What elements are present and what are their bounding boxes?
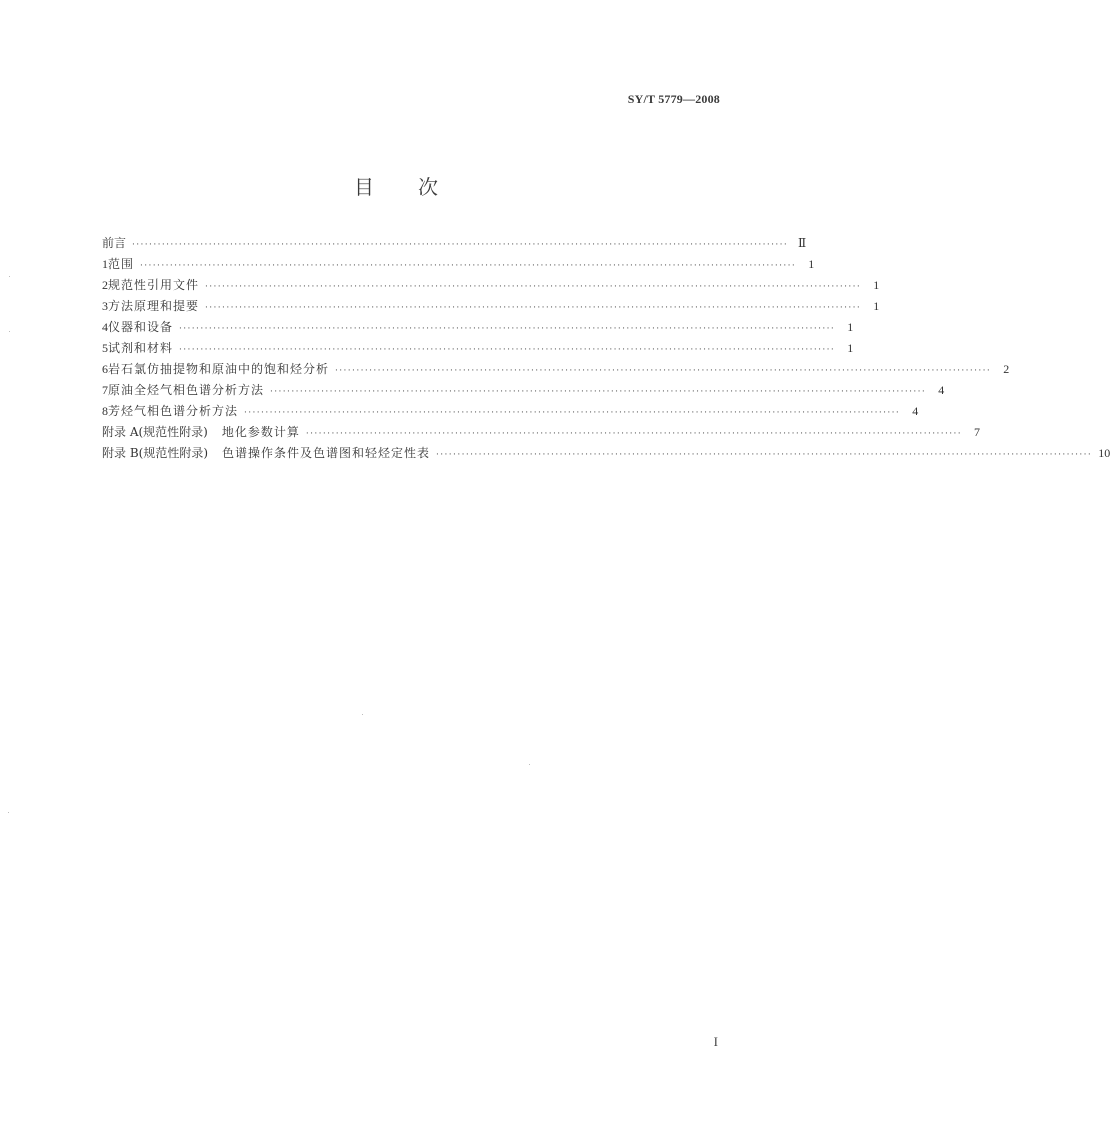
toc-entry-label: 岩石氯仿抽提物和原油中的饱和烃分析 — [108, 362, 330, 376]
toc-entry-appendix-b[interactable] — [102, 443, 1110, 464]
toc-entry-page: 1 — [847, 341, 854, 355]
toc-entry-label: 范围 — [108, 257, 135, 271]
toc-entry-4[interactable] — [102, 317, 854, 338]
toc-entry-page: 1 — [873, 299, 880, 313]
scan-speck — [9, 276, 10, 277]
toc-entry-label: 规范性引用文件 — [108, 278, 200, 292]
toc-entry-page: Ⅱ — [798, 236, 807, 250]
toc-entry-number: 6 — [102, 362, 108, 376]
toc-entry-7[interactable] — [102, 380, 945, 401]
toc-entry-label: 仪器和设备 — [108, 320, 174, 334]
toc-entry-label: 前言 — [102, 236, 127, 250]
toc-leader-dots: ·························································································································································· — [244, 408, 901, 418]
toc-entry-number: 1 — [102, 257, 108, 271]
toc-entry-2[interactable] — [102, 275, 880, 296]
toc-leader-dots: ·························································································································································· — [179, 345, 836, 355]
toc-leader-dots: ·························································································································································· — [270, 387, 927, 397]
toc-leader-dots: ·························································································································································· — [140, 261, 797, 271]
toc-entry-number: 7 — [102, 383, 108, 397]
toc-entry-5[interactable] — [102, 338, 854, 359]
toc-entry-page: 1 — [808, 257, 815, 271]
toc-entry-number: 3 — [102, 299, 108, 313]
table-of-contents — [102, 233, 1110, 464]
toc-entry-8[interactable] — [102, 401, 919, 422]
toc-entry-number: 8 — [102, 404, 108, 418]
toc-entry-number: 5 — [102, 341, 108, 355]
scan-speck — [9, 331, 10, 332]
toc-entry-page: 7 — [974, 425, 981, 439]
toc-entry-label: 芳烃气相色谱分析方法 — [108, 404, 239, 418]
toc-entry-label: 方法原理和提要 — [108, 299, 200, 313]
toc-entry-6[interactable] — [102, 359, 1010, 380]
toc-entry-subtitle: 色谱操作条件及色谱图和轻烃定性表 — [222, 446, 431, 460]
toc-entry-label: 附录 B(规范性附录) — [102, 446, 208, 460]
toc-entry-page: 10 — [1098, 446, 1110, 460]
toc-entry-label: 原油全烃气相色谱分析方法 — [108, 383, 265, 397]
toc-entry-1[interactable] — [102, 254, 815, 275]
toc-entry-appendix-a[interactable] — [102, 422, 981, 443]
standard-code: SY/T 5779—2008 — [627, 92, 720, 106]
toc-entry-number: 4 — [102, 320, 108, 334]
page-number: I — [713, 1034, 718, 1049]
toc-entry-page: 2 — [1003, 362, 1010, 376]
toc-entry-label: 附录 A(规范性附录) — [102, 425, 208, 439]
toc-entry-label: 试剂和材料 — [108, 341, 174, 355]
toc-entry-3[interactable] — [102, 296, 880, 317]
toc-leader-dots: ·························································································································································· — [132, 240, 789, 250]
toc-entry-foreword[interactable] — [102, 233, 807, 254]
toc-leader-dots: ·························································································································································· — [335, 366, 992, 376]
scan-speck — [529, 764, 530, 765]
toc-entry-page: 4 — [938, 383, 945, 397]
toc-entry-page: 1 — [873, 278, 880, 292]
toc-entry-number: 2 — [102, 278, 108, 292]
toc-leader-dots: ·························································································································································· — [436, 450, 1093, 460]
scan-speck — [362, 714, 363, 715]
toc-leader-dots: ·························································································································································· — [205, 303, 862, 313]
scan-speck — [8, 812, 9, 813]
toc-entry-page: 4 — [912, 404, 919, 418]
toc-entry-subtitle: 地化参数计算 — [221, 425, 300, 439]
toc-leader-dots: ·························································································································································· — [305, 429, 963, 439]
toc-leader-dots: ·························································································································································· — [179, 324, 836, 334]
toc-title: 目次 — [354, 175, 482, 199]
toc-leader-dots: ·························································································································································· — [205, 282, 862, 292]
toc-entry-page: 1 — [847, 320, 854, 334]
